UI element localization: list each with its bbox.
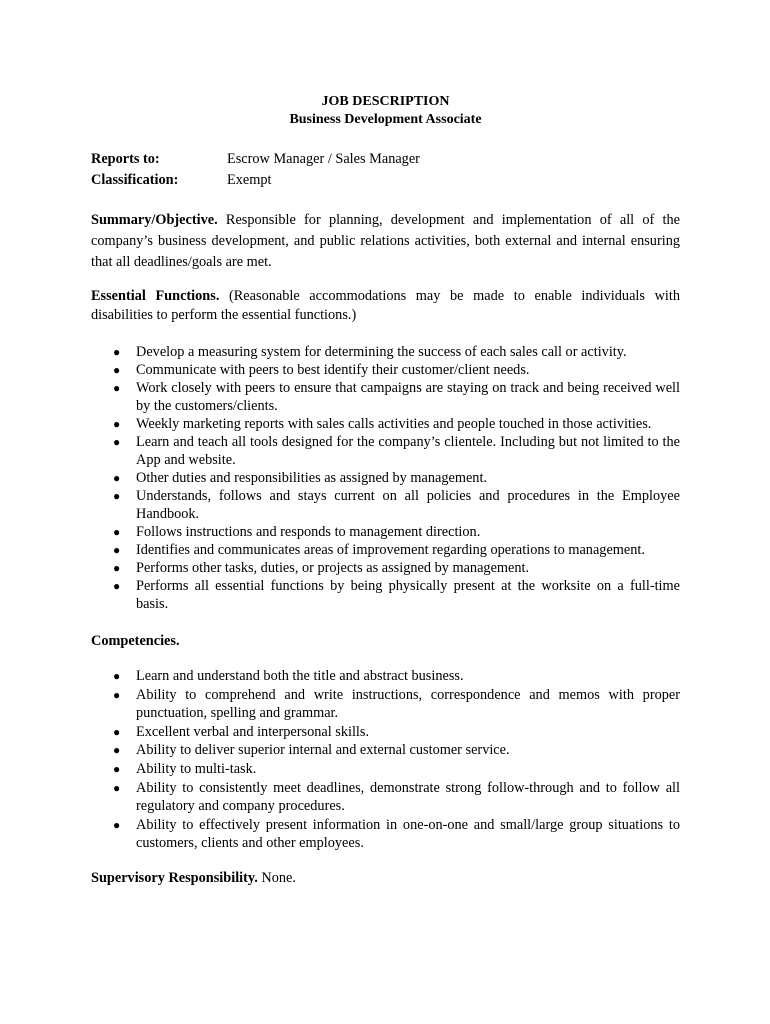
supervisory-label: Supervisory Responsibility. (91, 869, 258, 886)
list-item (91, 487, 680, 523)
bullet-icon: ● (113, 417, 121, 431)
bullet-icon: ● (113, 381, 121, 395)
list-item-text: Weekly marketing reports with sales calls activities and people touched in those activities. (136, 416, 652, 432)
summary-label: Summary/Objective. (91, 212, 218, 228)
list-item-text: Ability to consistently meet deadlines, demonstrate strong follow-through and to follow all regulatory and company procedures. (136, 779, 680, 815)
summary-text: Responsible for planning, development and implementation of all of the company’s business development, and public relations activities, both external and internal ensuring that all deadlines/goals are met. (91, 212, 680, 270)
list-item (91, 741, 680, 760)
list-item (91, 433, 680, 469)
competencies-heading: Competencies. (91, 633, 180, 649)
reports-to-label: Reports to: (91, 151, 160, 167)
list-item-text: Work closely with peers to ensure that campaigns are staying on track and being received well by the customers/clients. (136, 380, 680, 414)
document-page (91, 93, 680, 888)
reports-to-value: Escrow Manager / Sales Manager (227, 151, 420, 167)
bullet-icon: ● (113, 471, 121, 485)
list-item-text: Develop a measuring system for determining the success of each sales call or activity. (136, 344, 627, 360)
list-item (91, 361, 680, 379)
classification-label: Classification: (91, 172, 179, 188)
bullet-icon: ● (113, 724, 121, 739)
summary-paragraph (91, 210, 680, 273)
essential-functions-list (91, 343, 680, 613)
list-item-text: Ability to effectively present information in one-on-one and small/large group situations to customers, clients and other employees. (136, 816, 680, 852)
bullet-icon: ● (113, 435, 121, 449)
list-item-text: Communicate with peers to best identify their customer/client needs. (136, 362, 530, 378)
list-item (91, 541, 680, 559)
list-item-text: Ability to deliver superior internal and external customer service. (136, 742, 510, 759)
bullet-icon: ● (113, 780, 121, 795)
bullet-icon: ● (113, 743, 121, 758)
bullet-icon: ● (113, 489, 121, 503)
supervisory-text: None. (257, 869, 296, 886)
bullet-icon: ● (113, 669, 121, 683)
bullet-icon: ● (113, 817, 121, 832)
essential-functions-intro (91, 287, 680, 325)
classification-value: Exempt (227, 172, 272, 188)
list-item (91, 379, 680, 415)
list-item (91, 816, 680, 853)
list-item (91, 686, 680, 723)
list-item (91, 577, 680, 613)
list-item-text: Excellent verbal and interpersonal skills. (136, 723, 370, 740)
list-item-text: Ability to comprehend and write instructions, correspondence and memos with proper punctuation, spelling and grammar. (136, 686, 680, 722)
bullet-icon: ● (113, 579, 121, 593)
supervisory-responsibility (91, 868, 680, 888)
list-item-text: Understands, follows and stays current on all policies and procedures in the Employee Handbook. (136, 488, 680, 522)
competencies-list (91, 667, 680, 853)
bullet-icon: ● (113, 687, 121, 702)
reports-to-row (91, 149, 680, 170)
list-item-text: Ability to multi-task. (136, 760, 257, 777)
document-title: JOB DESCRIPTION (321, 94, 450, 109)
list-item (91, 779, 680, 816)
bullet-icon: ● (113, 761, 121, 776)
bullet-icon: ● (113, 543, 121, 557)
essential-functions-label: Essential Functions. (91, 288, 220, 304)
document-subtitle: Business Development Associate (289, 112, 482, 127)
list-item-text: Performs all essential functions by being physically present at the worksite on a full-time basis. (136, 578, 680, 612)
essential-functions-text: (Reasonable accommodations may be made to enable individuals with disabilities to perform the essential functions.) (91, 288, 680, 323)
bullet-icon: ● (113, 525, 121, 539)
list-item (91, 760, 680, 779)
list-item-text: Other duties and responsibilities as assigned by management. (136, 470, 487, 486)
list-item (91, 667, 680, 686)
list-item-text: Identifies and communicates areas of improvement regarding operations to management. (136, 542, 645, 558)
list-item-text: Learn and teach all tools designed for the company’s clientele. Including but not limited to the App and website. (136, 434, 680, 468)
bullet-icon: ● (113, 561, 121, 575)
bullet-icon: ● (113, 345, 121, 359)
list-item-text: Follows instructions and responds to management direction. (136, 524, 481, 540)
list-item (91, 559, 680, 577)
list-item-text: Learn and understand both the title and abstract business. (136, 668, 464, 684)
list-item (91, 723, 680, 742)
list-item (91, 469, 680, 487)
list-item (91, 523, 680, 541)
list-item-text: Performs other tasks, duties, or projects as assigned by management. (136, 560, 530, 576)
list-item (91, 343, 680, 361)
info-block (91, 149, 680, 191)
list-item (91, 415, 680, 433)
bullet-icon: ● (113, 363, 121, 377)
classification-row (91, 170, 680, 191)
